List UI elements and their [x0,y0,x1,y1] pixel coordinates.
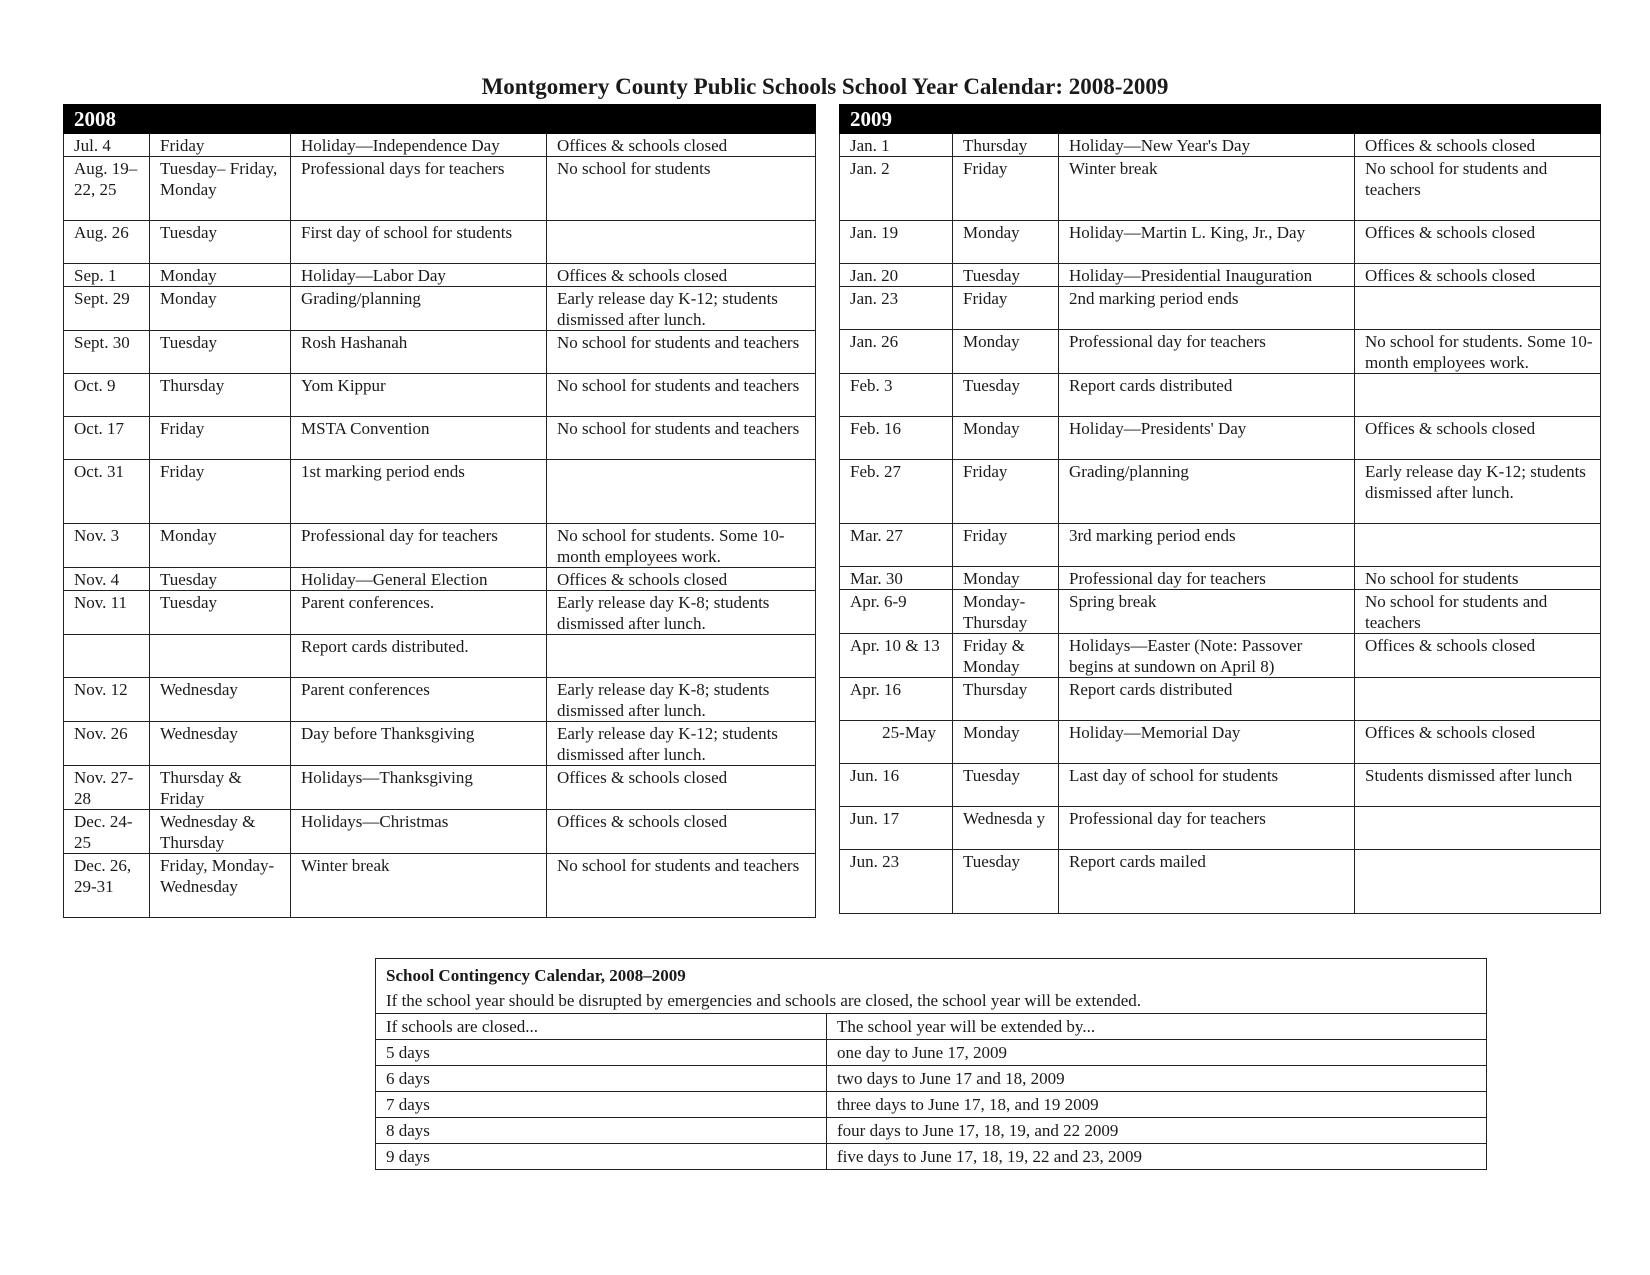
calendar-2009-table [839,104,1601,914]
cell-note: Offices & schools closed [1355,221,1601,264]
cell-date: Apr. 16 [840,678,953,721]
cell-day: Thursday & Friday [150,766,291,810]
calendar-row [840,287,1601,330]
cell-date: Dec. 24-25 [64,810,150,854]
contingency-row [376,1118,1487,1144]
calendar-row [840,524,1601,567]
cell-event: 3rd marking period ends [1059,524,1355,567]
calendar-row [840,678,1601,721]
cell-day: Monday [953,567,1059,590]
calendar-row [64,722,816,766]
cell-note: Early release day K-12; students dismissed after lunch. [547,722,816,766]
calendar-row [840,764,1601,807]
cell-note: Offices & schools closed [547,568,816,591]
cell-note: Early release day K-12; students dismissed after lunch. [547,287,816,331]
cell-date: Nov. 4 [64,568,150,591]
calendar-row [840,721,1601,764]
cell-note: Offices & schools closed [1355,634,1601,678]
calendar-row [840,634,1601,678]
cell-date: Sep. 1 [64,264,150,287]
cell-event: MSTA Convention [291,417,547,460]
cell-date: Nov. 11 [64,591,150,635]
cell-note: No school for students. Some 10-month employees work. [1355,330,1601,374]
cell-day: Wednesda y [953,807,1059,850]
cell-note: Early release day K-12; students dismissed after lunch. [1355,460,1601,524]
cell-day: Tuesday [150,221,291,264]
cell-event: Professional day for teachers [1059,807,1355,850]
cell-date: Mar. 30 [840,567,953,590]
cell-closed-days: 8 days [376,1118,827,1144]
cell-note: Offices & schools closed [547,766,816,810]
cell-extension: one day to June 17, 2009 [827,1040,1487,1066]
cell-event: Holiday—Presidential Inauguration [1059,264,1355,287]
calendar-row [840,807,1601,850]
cell-note: Offices & schools closed [1355,721,1601,764]
cell-extension: three days to June 17, 18, and 19 2009 [827,1092,1487,1118]
cell-day: Friday [953,524,1059,567]
cell-day: Tuesday [953,850,1059,914]
cell-date: Mar. 27 [840,524,953,567]
cell-day: Tuesday– Friday, Monday [150,157,291,221]
cell-note [547,221,816,264]
cell-date: Oct. 9 [64,374,150,417]
cell-note [547,635,816,678]
cell-event: Report cards distributed [1059,678,1355,721]
calendar-row [840,134,1601,157]
cell-day: Friday, Monday- Wednesday [150,854,291,918]
cell-date: Oct. 17 [64,417,150,460]
cell-date: Jun. 17 [840,807,953,850]
cell-event: Parent conferences. [291,591,547,635]
cell-note: Offices & schools closed [1355,134,1601,157]
cell-date: Jul. 4 [64,134,150,157]
cell-date: Feb. 27 [840,460,953,524]
cell-day: Tuesday [150,568,291,591]
cell-event: Professional day for teachers [1059,567,1355,590]
cell-date: Jan. 1 [840,134,953,157]
calendar-row [840,221,1601,264]
cell-event: Report cards mailed [1059,850,1355,914]
cell-day: Friday [953,287,1059,330]
cell-extension: two days to June 17 and 18, 2009 [827,1066,1487,1092]
calendar-row [64,524,816,568]
cell-day: Thursday [953,134,1059,157]
cell-date: Jan. 19 [840,221,953,264]
cell-closed-days: 6 days [376,1066,827,1092]
cell-note: No school for students and teachers [1355,157,1601,221]
calendar-row [64,568,816,591]
calendar-row [840,417,1601,460]
cell-date: Jan. 20 [840,264,953,287]
cell-day: Monday [150,287,291,331]
cell-note [1355,850,1601,914]
cell-date: Apr. 6-9 [840,590,953,634]
cell-event: First day of school for students [291,221,547,264]
year-header-2009: 2009 [840,105,1601,134]
cell-event: 1st marking period ends [291,460,547,524]
cell-day: Monday [953,330,1059,374]
calendar-row [840,460,1601,524]
cell-note: No school for students and teachers [547,854,816,918]
cell-note: Offices & schools closed [547,810,816,854]
cell-day: Monday [150,264,291,287]
contingency-header-row [376,1014,1487,1040]
cell-date: Aug. 26 [64,221,150,264]
calendar-row [64,287,816,331]
cell-day [150,635,291,678]
cell-day: Monday [150,524,291,568]
calendar-row [64,331,816,374]
calendar-row [64,221,816,264]
calendar-row [840,330,1601,374]
cell-date: Oct. 31 [64,460,150,524]
cell-date: Jun. 16 [840,764,953,807]
contingency-row [376,1066,1487,1092]
cell-closed-days: 9 days [376,1144,827,1170]
contingency-note: If the school year should be disrupted by emergencies and schools are closed, the school year will be extended. [376,988,1487,1014]
cell-event: Holiday—New Year's Day [1059,134,1355,157]
cell-event: Yom Kippur [291,374,547,417]
calendar-row [64,264,816,287]
calendar-row [64,766,816,810]
calendar-row [64,417,816,460]
page-title: Montgomery County Public Schools School Year Calendar: 2008-2009 [481,74,1169,99]
cell-event: Holiday—General Election [291,568,547,591]
cell-date: Apr. 10 & 13 [840,634,953,678]
cell-event: Holiday—Memorial Day [1059,721,1355,764]
cell-note: Offices & schools closed [1355,264,1601,287]
cell-event: Spring break [1059,590,1355,634]
cell-date: Dec. 26, 29-31 [64,854,150,918]
cell-date: Nov. 26 [64,722,150,766]
year-header-2008: 2008 [64,105,816,134]
cell-note: No school for students and teachers [547,374,816,417]
calendar-row [840,567,1601,590]
calendar-row [64,157,816,221]
calendar-row [64,635,816,678]
calendar-row [840,850,1601,914]
cell-event: Winter break [291,854,547,918]
cell-event: Winter break [1059,157,1355,221]
cell-day: Tuesday [953,374,1059,417]
cell-note [1355,524,1601,567]
cell-date: Nov. 27-28 [64,766,150,810]
cell-date: Jun. 23 [840,850,953,914]
cell-date: Feb. 3 [840,374,953,417]
cell-date: Jan. 26 [840,330,953,374]
cell-date: Sept. 30 [64,331,150,374]
cell-day: Tuesday [953,264,1059,287]
cell-day: Monday- Thursday [953,590,1059,634]
cell-event: Report cards distributed. [291,635,547,678]
cell-day: Friday [953,157,1059,221]
calendar-row [840,157,1601,221]
cell-date: Feb. 16 [840,417,953,460]
cell-day: Wednesday & Thursday [150,810,291,854]
cell-date: Jan. 2 [840,157,953,221]
cell-date: Aug. 19–22, 25 [64,157,150,221]
calendar-row [840,590,1601,634]
cell-day: Monday [953,721,1059,764]
cell-event: Holidays—Easter (Note: Passover begins at sundown on April 8) [1059,634,1355,678]
calendar-row [840,264,1601,287]
cell-date [64,635,150,678]
cell-day: Friday [150,417,291,460]
cell-day: Friday [150,460,291,524]
calendar-row [64,460,816,524]
contingency-header-extended: The school year will be extended by... [827,1014,1487,1040]
cell-event: 2nd marking period ends [1059,287,1355,330]
cell-date: 25-May [840,721,953,764]
calendar-row [64,854,816,918]
cell-event: Report cards distributed [1059,374,1355,417]
cell-note [1355,287,1601,330]
calendar-row [64,810,816,854]
calendar-2008-table [63,104,816,918]
cell-day: Wednesday [150,722,291,766]
cell-note: No school for students [547,157,816,221]
cell-extension: five days to June 17, 18, 19, 22 and 23, 2009 [827,1144,1487,1170]
calendar-row [840,374,1601,417]
cell-closed-days: 5 days [376,1040,827,1066]
cell-event: Parent conferences [291,678,547,722]
contingency-title: School Contingency Calendar, 2008–2009 [376,959,1487,989]
calendar-row [64,591,816,635]
cell-note: No school for students and teachers [547,417,816,460]
cell-event: Holidays—Christmas [291,810,547,854]
cell-note: Students dismissed after lunch [1355,764,1601,807]
contingency-row [376,1040,1487,1066]
cell-day: Thursday [150,374,291,417]
cell-day: Monday [953,417,1059,460]
cell-event: Day before Thanksgiving [291,722,547,766]
cell-event: Rosh Hashanah [291,331,547,374]
cell-event: Last day of school for students [1059,764,1355,807]
cell-event: Holiday—Presidents' Day [1059,417,1355,460]
cell-day: Tuesday [150,591,291,635]
cell-date: Jan. 23 [840,287,953,330]
contingency-row [376,1144,1487,1170]
cell-note [1355,678,1601,721]
cell-event: Grading/planning [1059,460,1355,524]
cell-day: Friday [953,460,1059,524]
cell-event: Holiday—Labor Day [291,264,547,287]
calendar-row [64,134,816,157]
cell-day: Thursday [953,678,1059,721]
cell-note: No school for students and teachers [547,331,816,374]
cell-day: Friday [150,134,291,157]
cell-note: Offices & schools closed [1355,417,1601,460]
calendar-row [64,374,816,417]
cell-note: Offices & schools closed [547,264,816,287]
cell-event: Holidays—Thanksgiving [291,766,547,810]
cell-event: Holiday—Martin L. King, Jr., Day [1059,221,1355,264]
cell-closed-days: 7 days [376,1092,827,1118]
cell-day: Wednesday [150,678,291,722]
cell-note [1355,807,1601,850]
cell-date: Nov. 3 [64,524,150,568]
cell-extension: four days to June 17, 18, 19, and 22 2009 [827,1118,1487,1144]
cell-note: No school for students. Some 10-month employees work. [547,524,816,568]
cell-date: Sept. 29 [64,287,150,331]
cell-date: Nov. 12 [64,678,150,722]
cell-day: Tuesday [953,764,1059,807]
cell-note: No school for students and teachers [1355,590,1601,634]
cell-note: Offices & schools closed [547,134,816,157]
cell-day: Tuesday [150,331,291,374]
cell-note: Early release day K-8; students dismissed after lunch. [547,678,816,722]
cell-event: Professional days for teachers [291,157,547,221]
cell-event: Grading/planning [291,287,547,331]
contingency-row [376,1092,1487,1118]
cell-day: Monday [953,221,1059,264]
cell-event: Holiday—Independence Day [291,134,547,157]
cell-note [547,460,816,524]
calendar-row [64,678,816,722]
cell-note [1355,374,1601,417]
cell-event: Professional day for teachers [1059,330,1355,374]
cell-day: Friday & Monday [953,634,1059,678]
contingency-table [375,958,1487,1170]
cell-event: Professional day for teachers [291,524,547,568]
cell-note: No school for students [1355,567,1601,590]
cell-note: Early release day K-8; students dismissed after lunch. [547,591,816,635]
contingency-header-closed: If schools are closed... [376,1014,827,1040]
